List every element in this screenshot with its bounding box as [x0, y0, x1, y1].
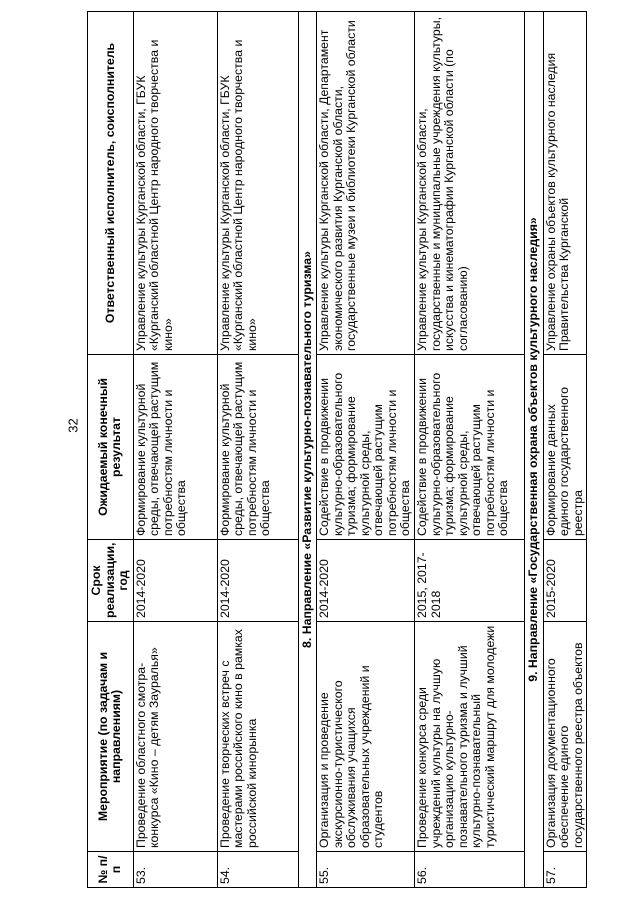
cell-event: Проведение конкурса среди учреждений культуры на лучшую организацию культурно-познавательного туризма и лучший культурно-познавательный туристический маршрут для молодежи	[415, 622, 525, 852]
table-row	[415, 12, 525, 888]
cell-term: 2015, 2017-2018	[415, 540, 525, 622]
cell-num: 55.	[317, 852, 415, 888]
header-term: Срок реализации, год	[88, 540, 134, 622]
cell-executor: Управление культуры Курганской области, ГБУК «Курганский областной Центр народного творчества и кино»	[217, 12, 298, 355]
cell-executor: Управление охраны объектов культурного наследия Правительства Курганской	[543, 12, 587, 355]
page-number: 32	[65, 418, 81, 433]
header-event: Мероприятие (по задачам и направлениям)	[88, 622, 134, 852]
cell-result: Формирование культурной среды, отвечающей растущим потребностям личности и общества	[217, 355, 298, 540]
section-row	[525, 12, 544, 888]
cell-executor: Управление культуры Курганской области, государственные и муниципальные учреждения культуры, искусства и кинематографии Курганской области (по согласованию)	[415, 12, 525, 355]
table-row	[133, 12, 217, 888]
cell-num: 57.	[543, 852, 587, 888]
page-frame	[87, 12, 606, 888]
cell-term: 2014-2020	[317, 540, 415, 622]
cell-num: 56.	[415, 852, 525, 888]
cell-result: Формирование данных единого государственного реестра	[543, 355, 587, 540]
cell-event: Организация документационного обеспечение единого государственного реестра объектов	[543, 622, 587, 852]
header-result: Ожидаемый конечный результат	[88, 355, 134, 540]
table-row	[543, 12, 587, 888]
cell-executor: Управление культуры Курганской области, Департамент экономического развития Курганской области, государственные музеи и библиотеки Курганской области	[317, 12, 415, 355]
cell-executor: Управление культуры Курганской области, ГБУК «Курганский областной Центр народного творчества и кино»	[133, 12, 217, 355]
header-executor: Ответственный исполнитель, соисполнитель	[88, 12, 134, 355]
cell-term: 2014-2020	[217, 540, 298, 622]
cell-result: Содействие в продвижении культурно-образовательного туризма; формирование культурной среды, отвечающей растущим потребностям личности и общества	[317, 355, 415, 540]
cell-result: Содействие в продвижении культурно-образовательного туризма; формирование культурной среды, отвечающей растущим потребностям личности и общества	[415, 355, 525, 540]
rotated-table-container	[87, 12, 606, 888]
section-row	[298, 12, 317, 888]
cell-num: 53.	[133, 852, 217, 888]
table-row	[317, 12, 415, 888]
measures-table	[87, 11, 587, 888]
cell-event: Проведение областного смотра-конкурса «Кино – детям Зауралья»	[133, 622, 217, 852]
section-8-title: 8. Направление «Развитие культурно-познавательного туризма»	[298, 12, 317, 888]
header-num: № п/п	[88, 852, 134, 888]
section-9-title: 9. Направление «Государственная охрана объектов культурного наследия»	[525, 12, 544, 888]
cell-term: 2014-2020	[133, 540, 217, 622]
cell-event: Организация и проведение экскурсионно-туристического обслуживания учащихся образовательных учреждений и студентов	[317, 622, 415, 852]
cell-num: 54.	[217, 852, 298, 888]
table-header-row	[88, 12, 134, 888]
cell-term: 2015-2020	[543, 540, 587, 622]
table-row	[217, 12, 298, 888]
cell-result: Формирование культурной среды, отвечающей растущим потребностям личности и общества	[133, 355, 217, 540]
cell-event: Проведение творческих встреч с мастерами российского кино в рамках российской кинорынка	[217, 622, 298, 852]
